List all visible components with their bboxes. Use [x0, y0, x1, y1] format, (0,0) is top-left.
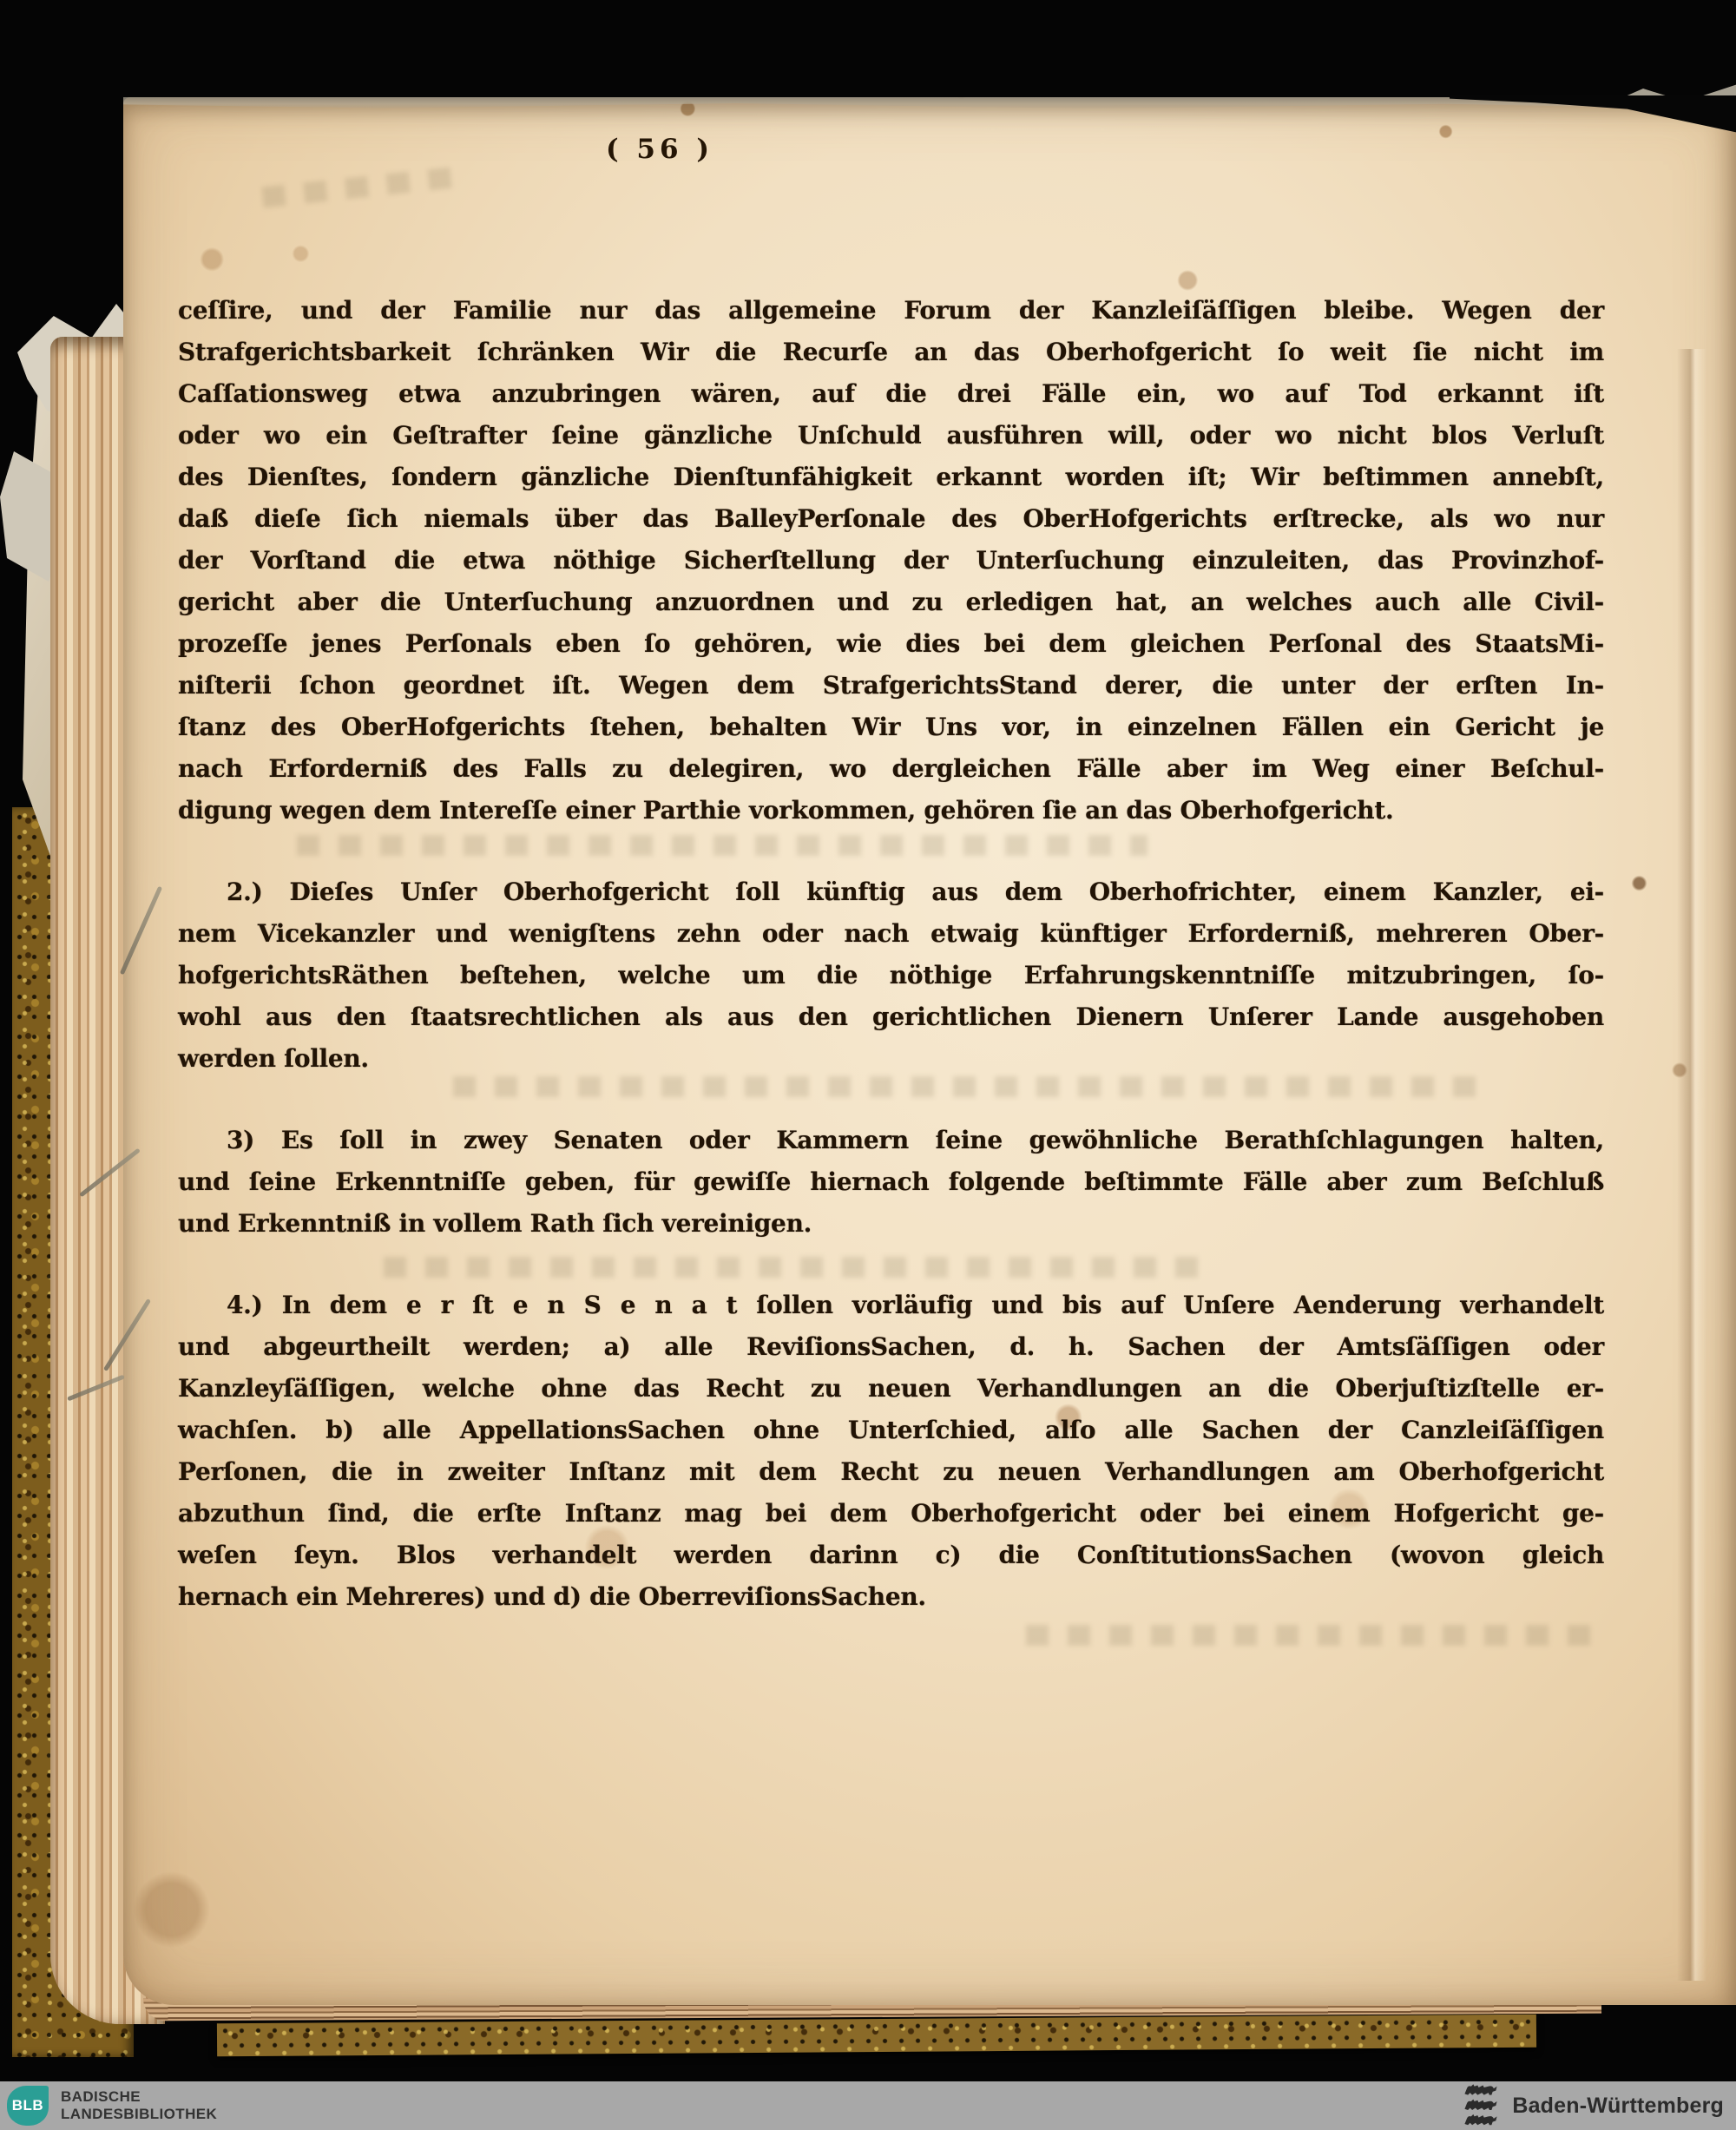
text-line: 3) Es ſoll in zwey Senaten oder Kammern ſeine gewöhnliche Berathſchlagungen halten, [227, 1126, 1604, 1154]
blb-logo-text: BLB [11, 2097, 44, 2114]
library-name-line1: BADISCHE [61, 2088, 141, 2105]
text-line: oder wo ein Geſtrafter ſeine gänzliche Unſchuld ausführen will, oder wo nicht blos Verluſt [178, 421, 1604, 450]
library-branding [0, 2086, 217, 2126]
text-line: ſtanz des OberHofgerichts ſtehen, behalten Wir Uns vor, in einzelnen Fällen ein Gericht je [178, 713, 1604, 741]
text-line: wachſen. b) alle AppellationsSachen ohne Unterſchied, alſo alle Sachen der Canzleiſäſſigen [178, 1416, 1604, 1444]
text-line: Perſonen, die in zweiter Inſtanz mit dem Recht zu neuen Verhandlungen am Oberhofgericht [178, 1457, 1604, 1486]
text-line: weſen ſeyn. Blos verhandelt werden darinn c) die ConſtitutionsSachen (wovon gleich [178, 1541, 1604, 1569]
text-line: und ſeine Erkenntniſſe geben, für gewiſſe hiernach folgende beſtimmte Fälle aber zum Beſchluß [178, 1167, 1604, 1196]
text-line: 4.) In dem e r ſt e n S e n a t ſollen vorläufig und bis auf Unſere Aenderung verhandelt [227, 1291, 1604, 1319]
text-line: wohl aus den ſtaatsrechtlichen als aus den gerichtlichen Dienern Unſerer Lande ausgehoben [178, 1003, 1604, 1031]
page-crease [1677, 349, 1706, 1981]
text-line: daß dieſe ſich niemals über das BalleyPerſonale des OberHofgerichts erſtrecke, als wo nur [178, 504, 1604, 533]
text-line: ceſſire, und der Familie nur das allgemeine Forum der Kanzleiſäſſigen bleibe. Wegen der [178, 296, 1604, 325]
text-line: der Vorſtand die etwa nöthige Sicherſtellung der Unterſuchung einzuleiten, das Provinzhof- [178, 546, 1604, 575]
footer-bar [0, 2081, 1736, 2130]
state-name: Baden-Württemberg [1512, 2093, 1724, 2118]
text-line: werden ſollen. [178, 1044, 369, 1073]
text-line: des Dienſtes, ſondern gänzliche Dienſtunfähigkeit erkannt worden iſt; Wir beſtimmen annebſt, [178, 463, 1604, 491]
baden-wuerttemberg-lions-icon [1462, 2083, 1500, 2128]
paragraph-3 [178, 1120, 1604, 1245]
state-branding [1462, 2083, 1736, 2128]
library-name-line2: LANDESBIBLIOTHEK [61, 2106, 218, 2122]
library-name [61, 2088, 217, 2123]
book-page [123, 97, 1736, 2005]
paragraph-2 [178, 871, 1604, 1080]
book-cover-bottom-edge [217, 2015, 1536, 2057]
text-line: digung wegen dem Intereſſe einer Parthie vorkommen, gehören ſie an das Oberhofgericht. [178, 796, 1394, 825]
pencil-mark [120, 886, 162, 976]
bleedthrough-smudge [1026, 1625, 1599, 1646]
text-line: gericht aber die Unterſuchung anzuordnen und zu erledigen hat, an welches auch alle Civil- [178, 588, 1604, 616]
text-line: Strafgerichtsbarkeit ſchränken Wir die Recurſe an das Oberhofgericht ſo weit ſie nicht im [178, 338, 1604, 366]
text-line: und abgeurtheilt werden; a) alle ReviſionsSachen, d. h. Sachen der Amtsſäſſigen oder [178, 1332, 1604, 1361]
text-line: abzuthun ſind, die erſte Inſtanz mag bei dem Oberhofgericht oder bei einem Hofgericht ge- [178, 1499, 1604, 1528]
blb-logo [7, 2086, 49, 2126]
text-line: hernach ein Mehreres) und d) die OberreviſionsSachen. [178, 1582, 926, 1611]
text-line: 2.) Dieſes Unſer Oberhofgericht ſoll künftig aus dem Oberhofrichter, einem Kanzler, ei- [227, 878, 1604, 906]
text-line: prozeſſe jenes Perſonals eben ſo gehören, wie dies bei dem gleichen Perſonal des StaatsMi- [178, 629, 1604, 658]
text-line: niſterii ſchon geordnet iſt. Wegen dem StrafgerichtsStand derer, die unter der erſten In- [178, 671, 1604, 700]
text-line: nach Erforderniß des Falls zu delegiren, wo dergleichen Fälle aber im Weg einer Beſchul- [178, 754, 1604, 783]
paragraph-4 [178, 1285, 1604, 1618]
text-line: Caſſationsweg etwa anzubringen wären, auf die drei Fälle ein, wo auf Tod erkannt iſt [178, 379, 1604, 408]
text-line: hofgerichtsRäthen beſtehen, welche um die nöthige Erfahrungskenntniſſe mitzubringen, ſo- [178, 961, 1604, 989]
page-number: ( 56 ) [605, 134, 714, 165]
text-block [178, 290, 1604, 1618]
paragraph-1 [178, 290, 1604, 832]
text-line: nem Vicekanzler und wenigſtens zehn oder nach etwaig künftiger Erforderniß, mehreren Ober- [178, 919, 1604, 948]
text-line: Kanzleyſäſſigen, welche ohne das Recht zu neuen Verhandlungen an die Oberjuſtizſtelle er- [178, 1374, 1604, 1403]
bleedthrough-smudge [261, 168, 453, 208]
text-line: und Erkenntniß in vollem Rath ſich vereinigen. [178, 1209, 812, 1238]
